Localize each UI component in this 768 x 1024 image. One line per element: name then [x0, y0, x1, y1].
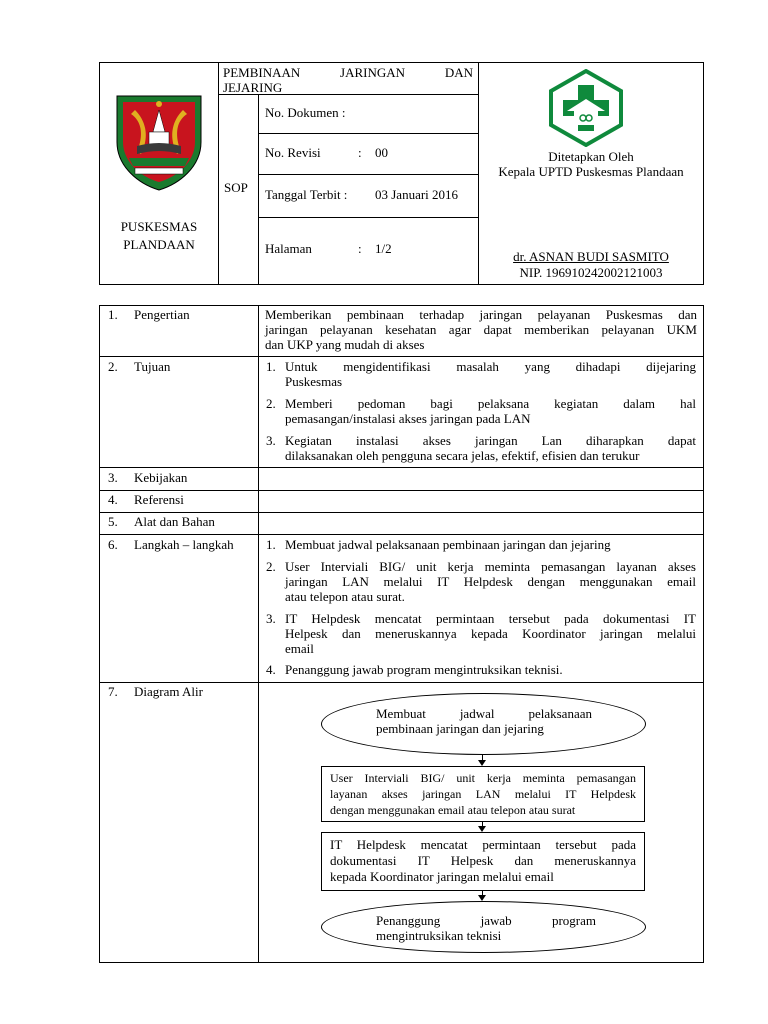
flowchart-text: mengintruksikan teknisi — [376, 928, 502, 943]
regional-emblem-logo — [113, 92, 205, 192]
flowchart-text: kepada Koordinator jaringan melalui email — [330, 869, 554, 884]
approved-by-label: Ditetapkan Oleh — [548, 149, 634, 164]
list-item: 2. Memberi pedoman bagi pelaksana kegiatan dalam hal pemasangan/instalasi akses jaringan pada LAN — [266, 396, 696, 426]
row-label-tujuan: Tujuan — [134, 359, 171, 374]
signer-name: dr. ASNAN BUDI SASMITO — [513, 249, 669, 264]
flowchart-text: dokumentasi IT Helpesk dan meneruskannya — [330, 853, 636, 868]
flowchart-text: User Interviali BIG/ unit kerja meminta pemasangan — [330, 771, 636, 785]
list-item: 3. IT Helpdesk mencatat permintaan tersebut pada dokumentasi IT Helpesk dan meneruskannya kepada Koordinator jaringan melalui email — [266, 611, 696, 656]
row-number: 2. — [108, 359, 118, 374]
flowchart-text: IT Helpdesk mencatat permintaan tersebut pada — [330, 837, 636, 852]
row-number: 7. — [108, 684, 118, 699]
issue-date-label: Tanggal Terbit : — [265, 187, 348, 202]
row-label-kebijakan: Kebijakan — [134, 470, 188, 485]
flowchart-text: layanan akses jaringan LAN melalui IT Helpdesk — [330, 787, 636, 801]
definition-line: jaringan pelayanan kesehatan agar dapat memberikan pelayanan UKM — [265, 322, 697, 337]
issue-date-value: 03 Januari 2016 — [375, 187, 459, 202]
list-item: 1. Membuat jadwal pelaksanaan pembinaan jaringan dan jejaring — [266, 537, 611, 552]
doc-title: PEMBINAAN JARINGAN DAN — [223, 65, 473, 80]
flowchart-start-oval — [321, 693, 646, 755]
revision-colon: : — [358, 145, 362, 160]
org-name-line2: PLANDAAN — [123, 237, 195, 252]
page-value: 1/2 — [375, 241, 392, 256]
signer-nip: NIP. 196910242002121003 — [519, 265, 663, 280]
row-number: 4. — [108, 492, 118, 507]
row-label-pengertian: Pengertian — [134, 307, 190, 322]
row-number: 5. — [108, 514, 118, 529]
puskesmas-logo — [547, 69, 625, 147]
page-colon: : — [358, 241, 362, 256]
row-label-langkah: Langkah – langkah — [134, 537, 234, 552]
approver-title: Kepala UPTD Puskesmas Plandaan — [498, 164, 684, 179]
flowchart-text: dengan menggunakan email atau telepon atau surat — [330, 803, 576, 817]
definition-line: dan UKP yang mudah di akses — [265, 337, 425, 352]
row-label-alat-bahan: Alat dan Bahan — [134, 514, 215, 529]
org-name: PUSKESMAS — [120, 219, 198, 234]
doc-number-label: No. Dokumen : — [265, 105, 346, 120]
row-number: 6. — [108, 537, 118, 552]
doc-title-line2: JEJARING — [223, 80, 283, 95]
list-item: 4. Penanggung jawab program mengintruksikan teknisi. — [266, 662, 563, 677]
row-label-referensi: Referensi — [134, 492, 184, 507]
flowchart-step-box — [321, 832, 645, 891]
flowchart-end-oval — [321, 901, 646, 953]
sop-label: SOP — [224, 180, 248, 195]
flowchart-text: Membuat jadwal pelaksanaan — [376, 706, 592, 721]
revision-value: 00 — [375, 145, 388, 160]
list-item: 1. Untuk mengidentifikasi masalah yang dihadapi dijejaring Puskesmas — [266, 359, 696, 389]
row-number: 3. — [108, 470, 118, 485]
list-item: 2. User Interviali BIG/ unit kerja meminta pemasangan layanan akses jaringan LAN melalui IT Helpdesk dengan menggunakan email atau telepon atau surat. — [266, 559, 696, 604]
flowchart-text: pembinaan jaringan dan jejaring — [376, 721, 544, 736]
flowchart-text: Penanggung jawab program — [376, 913, 596, 928]
definition-line: Memberikan pembinaan terhadap jaringan pelayanan Puskesmas dan — [265, 307, 697, 322]
page-label: Halaman — [265, 241, 312, 256]
row-number: 1. — [108, 307, 118, 322]
row-label-diagram-alir: Diagram Alir — [134, 684, 203, 699]
list-item: 3. Kegiatan instalasi akses jaringan Lan diharapkan dapat dilaksanakan oleh pengguna secara jelas, efektif, efisien dan terukur — [266, 433, 696, 463]
revision-label: No. Revisi — [265, 145, 321, 160]
flowchart-step-box — [321, 766, 645, 822]
